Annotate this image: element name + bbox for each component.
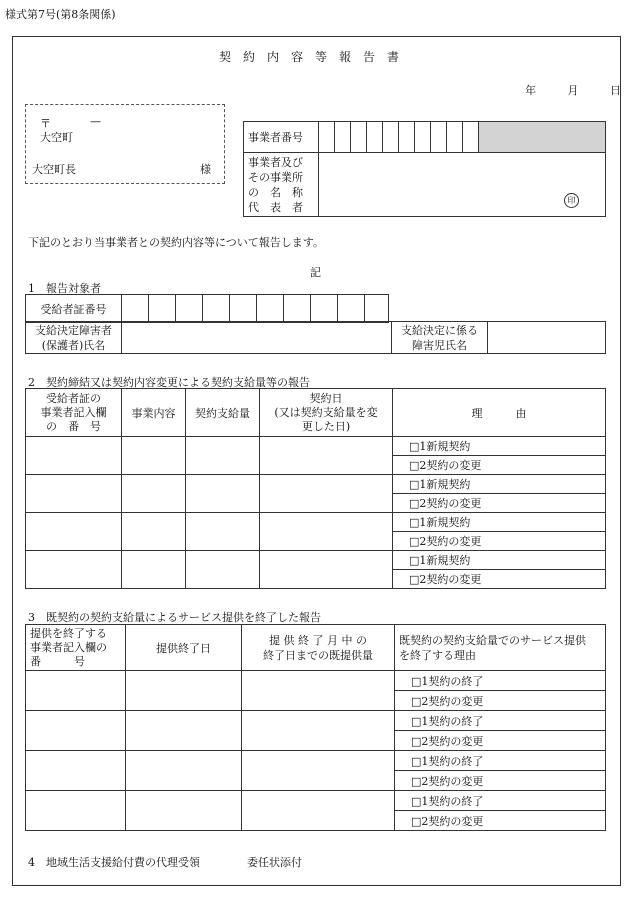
s3-provided-cell[interactable] bbox=[242, 711, 395, 751]
provider-number-cell[interactable] bbox=[367, 122, 383, 153]
service-end-table bbox=[25, 624, 606, 831]
provider-number-cell[interactable] bbox=[399, 122, 415, 153]
s2-business-cell[interactable] bbox=[122, 437, 186, 475]
guardian-label-line: (保護者)氏名 bbox=[41, 338, 106, 352]
provider-number-cell[interactable] bbox=[463, 122, 479, 153]
provider-name-line: 代 表 者 bbox=[248, 200, 303, 214]
date-year[interactable]: 年 bbox=[525, 84, 536, 97]
recipient-name-table bbox=[25, 321, 606, 354]
s2-option-new[interactable]: □1新規契約 bbox=[393, 437, 606, 456]
provider-name-line: その事業所 bbox=[248, 170, 303, 184]
s2-option-change[interactable]: □2契約の変更 bbox=[393, 494, 606, 513]
recipient-number-cell[interactable] bbox=[122, 295, 149, 323]
child-name-field[interactable] bbox=[488, 322, 606, 354]
date-month[interactable]: 月 bbox=[567, 84, 579, 97]
date-line bbox=[525, 82, 621, 98]
form-code: 様式第7号(第8条関係) bbox=[5, 8, 116, 21]
s2-header-line: 更した日) bbox=[301, 419, 351, 433]
s3-header-line: 終了日までの既提供量 bbox=[263, 648, 373, 662]
s3-header-line: を終了する理由 bbox=[399, 648, 476, 662]
s3-provided-cell[interactable] bbox=[242, 751, 395, 791]
section4-heading: 4 地域生活支援給付費の代理受領 bbox=[28, 856, 200, 869]
s2-header-line: (又は契約支給量を変 bbox=[274, 405, 378, 419]
s3-header-reason bbox=[395, 625, 606, 671]
s2-amount-cell[interactable] bbox=[186, 513, 260, 551]
guardian-label-line: 支給決定障害者 bbox=[35, 323, 112, 337]
s3-end-date-cell[interactable] bbox=[126, 671, 242, 711]
s2-amount-cell[interactable] bbox=[186, 437, 260, 475]
s3-end-date-cell[interactable] bbox=[126, 711, 242, 751]
seal-mark: 印 bbox=[564, 193, 579, 208]
s3-header-end-date: 提供終了日 bbox=[126, 625, 242, 671]
child-name-label bbox=[392, 322, 488, 354]
section1-heading: 1 報告対象者 bbox=[28, 282, 101, 295]
s2-header-reason: 理 由 bbox=[393, 389, 606, 437]
s2-amount-cell[interactable] bbox=[186, 551, 260, 589]
s2-option-change[interactable]: □2契約の変更 bbox=[393, 532, 606, 551]
recipient-number-cell[interactable] bbox=[149, 295, 176, 323]
recipient-number-cell[interactable] bbox=[257, 295, 284, 323]
ki-marker: 記 bbox=[310, 266, 321, 279]
s2-date-cell[interactable] bbox=[260, 513, 393, 551]
provider-number-label: 事業者番号 bbox=[244, 122, 319, 153]
recipient-number-table bbox=[25, 294, 389, 323]
s3-option-change[interactable]: □2契約の変更 bbox=[395, 811, 606, 831]
postal-dash: — bbox=[90, 115, 101, 128]
s3-header-line: 番 号 bbox=[30, 654, 85, 668]
provider-number-cell[interactable] bbox=[447, 122, 463, 153]
recipient-number-cell[interactable] bbox=[311, 295, 338, 323]
s3-end-date-cell[interactable] bbox=[126, 751, 242, 791]
recipient-number-cell[interactable] bbox=[230, 295, 257, 323]
s2-date-cell[interactable] bbox=[260, 475, 393, 513]
s2-amount-cell[interactable] bbox=[186, 475, 260, 513]
section2-heading: 2 契約締結又は契約内容変更による契約支給量等の報告 bbox=[28, 376, 310, 389]
s2-option-change[interactable]: □2契約の変更 bbox=[393, 570, 606, 589]
s2-header-line: 事業者記入欄 bbox=[40, 405, 107, 419]
s2-header-number bbox=[26, 389, 122, 437]
provider-name-line: 事業者及び bbox=[248, 155, 303, 169]
guardian-name-label bbox=[26, 322, 122, 354]
intro-text: 下記のとおり当事業者との契約内容等について報告します。 bbox=[28, 236, 324, 249]
s2-date-cell[interactable] bbox=[260, 551, 393, 589]
s2-header-business: 事業内容 bbox=[122, 389, 186, 437]
s2-option-new[interactable]: □1新規契約 bbox=[393, 475, 606, 494]
s2-header-line: 契約日 bbox=[309, 391, 343, 405]
s3-header-number bbox=[26, 625, 126, 671]
s3-option-change[interactable]: □2契約の変更 bbox=[395, 691, 606, 711]
s3-header-line: 提 供 終 了 月 中 の bbox=[269, 633, 367, 647]
s3-provided-cell[interactable] bbox=[242, 671, 395, 711]
section4-note: 委任状添付 bbox=[247, 856, 302, 869]
s2-number-cell[interactable] bbox=[26, 513, 122, 551]
s2-date-cell[interactable] bbox=[260, 437, 393, 475]
s2-number-cell[interactable] bbox=[26, 551, 122, 589]
s3-number-cell[interactable] bbox=[26, 711, 126, 751]
s3-option-end[interactable]: □1契約の終了 bbox=[395, 671, 606, 691]
s3-header-line: 既契約の契約支給量でのサービス提供 bbox=[399, 633, 586, 647]
s3-option-end[interactable]: □1契約の終了 bbox=[395, 751, 606, 771]
s3-header-provided bbox=[242, 625, 395, 671]
provider-name-field[interactable] bbox=[319, 153, 606, 217]
address-box bbox=[25, 104, 225, 184]
recipient-number-cell[interactable] bbox=[284, 295, 311, 323]
provider-number-cell[interactable] bbox=[431, 122, 447, 153]
recipient-number-cell[interactable] bbox=[365, 295, 389, 323]
s2-number-cell[interactable] bbox=[26, 475, 122, 513]
s3-provided-cell[interactable] bbox=[242, 791, 395, 831]
recipient-number-label: 受給者証番号 bbox=[26, 295, 122, 323]
provider-name-line: の 名 称 bbox=[248, 185, 303, 199]
guardian-name-field[interactable] bbox=[122, 322, 392, 354]
contract-report-table bbox=[25, 388, 606, 589]
s2-business-cell[interactable] bbox=[122, 475, 186, 513]
child-label-line: 障害児氏名 bbox=[412, 338, 467, 352]
provider-table bbox=[243, 121, 606, 217]
s3-number-cell[interactable] bbox=[26, 791, 126, 831]
s3-option-change[interactable]: □2契約の変更 bbox=[395, 731, 606, 751]
provider-number-cell[interactable] bbox=[319, 122, 335, 153]
s3-number-cell[interactable] bbox=[26, 671, 126, 711]
s2-option-change[interactable]: □2契約の変更 bbox=[393, 456, 606, 475]
provider-number-cell[interactable] bbox=[415, 122, 431, 153]
recipient-number-cell[interactable] bbox=[203, 295, 230, 323]
provider-number-cell[interactable] bbox=[351, 122, 367, 153]
s2-header-date bbox=[260, 389, 393, 437]
s3-header-line: 事業者記入欄の bbox=[30, 640, 107, 654]
s3-number-cell[interactable] bbox=[26, 751, 126, 791]
s2-number-cell[interactable] bbox=[26, 437, 122, 475]
s3-option-end[interactable]: □1契約の終了 bbox=[395, 791, 606, 811]
postal-mark: 〒 bbox=[40, 117, 51, 130]
s2-business-cell[interactable] bbox=[122, 551, 186, 589]
s3-header-line: 提供を終了する bbox=[30, 626, 107, 640]
provider-number-cell[interactable] bbox=[383, 122, 399, 153]
recipient-number-cell[interactable] bbox=[338, 295, 365, 323]
s2-header-amount: 契約支給量 bbox=[186, 389, 260, 437]
s2-business-cell[interactable] bbox=[122, 513, 186, 551]
document-title: 契約内容等報告書 bbox=[218, 50, 411, 64]
provider-name-label bbox=[244, 153, 319, 217]
child-label-line: 支給決定に係る bbox=[401, 323, 478, 337]
provider-number-shaded bbox=[479, 122, 606, 153]
honorific: 様 bbox=[200, 163, 211, 176]
mayor-label: 大空町長 bbox=[32, 163, 76, 176]
s2-option-new[interactable]: □1新規契約 bbox=[393, 551, 606, 570]
s2-header-line: 受給者証の bbox=[46, 391, 101, 405]
town-name: 大空町 bbox=[40, 131, 73, 144]
section3-heading: 3 既契約の契約支給量によるサービス提供を終了した報告 bbox=[28, 611, 321, 624]
s3-option-end[interactable]: □1契約の終了 bbox=[395, 711, 606, 731]
s2-header-line: の 番 号 bbox=[46, 419, 101, 433]
s3-end-date-cell[interactable] bbox=[126, 791, 242, 831]
s3-option-change[interactable]: □2契約の変更 bbox=[395, 771, 606, 791]
date-day[interactable]: 日 bbox=[610, 84, 621, 97]
provider-number-cell[interactable] bbox=[335, 122, 351, 153]
recipient-number-cell[interactable] bbox=[176, 295, 203, 323]
s2-option-new[interactable]: □1新規契約 bbox=[393, 513, 606, 532]
